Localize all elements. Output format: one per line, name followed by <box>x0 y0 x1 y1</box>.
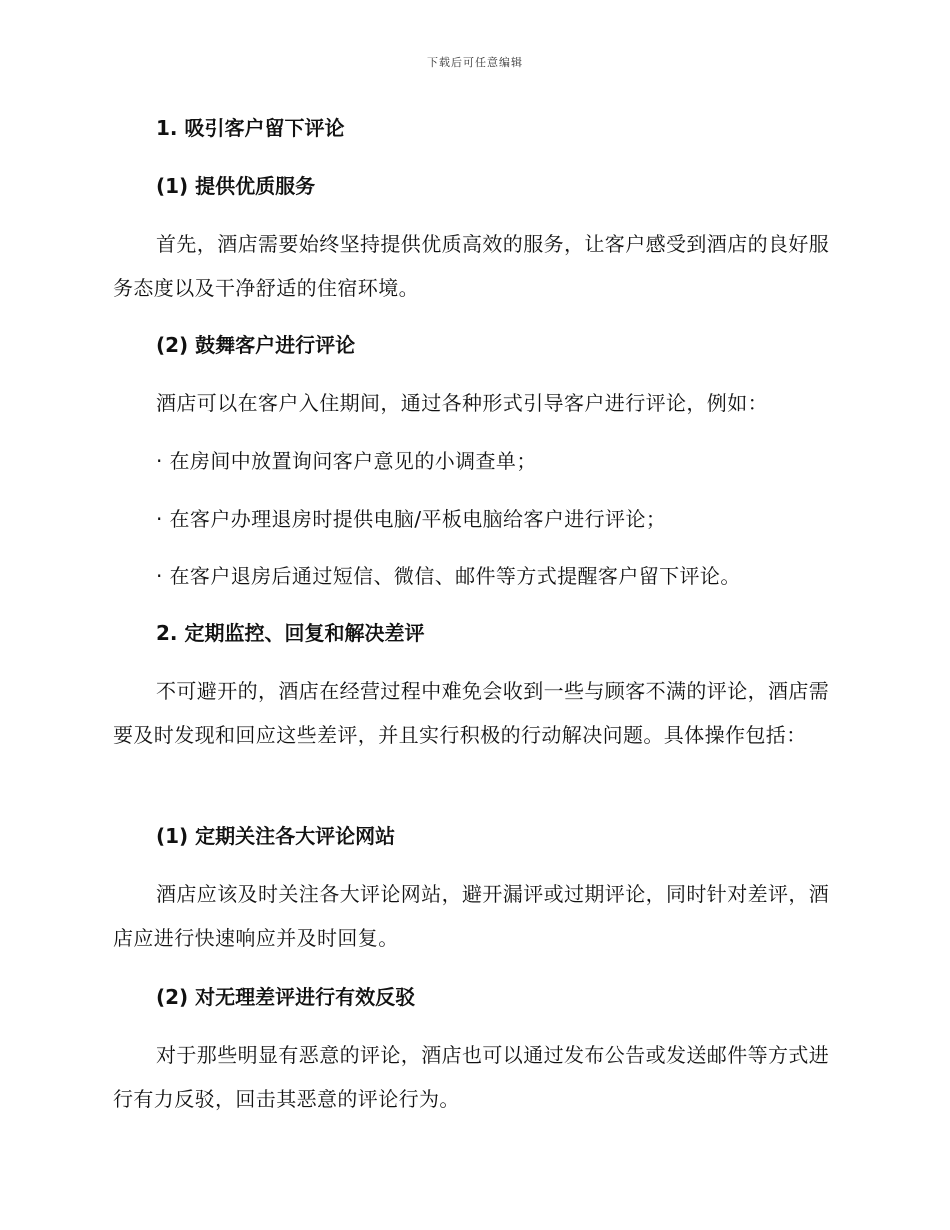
subheading-1-1: (1) 提供优质服务 <box>156 174 316 198</box>
paragraph-4: 酒店应该及时关注各大评论网站，避开漏评或过期评论，同时针对差评，酒店应进行快速响应并及时回复。 <box>113 882 830 950</box>
list-item: · 在客户办理退房时提供电脑/平板电脑给客户进行评论； <box>156 507 667 531</box>
list-item: · 在客户退房后通过短信、微信、邮件等方式提醒客户留下评论。 <box>156 564 741 588</box>
heading-1: 1. 吸引客户留下评论 <box>156 116 345 140</box>
list-item: · 在房间中放置询问客户意见的小调查单； <box>156 449 537 473</box>
paragraph-3: 不可避开的，酒店在经营过程中难免会收到一些与顾客不满的评论，酒店需要及时发现和回应这些差评，并且实行积极的行动解决问题。具体操作包括： <box>113 679 830 747</box>
heading-2: 2. 定期监控、回复和解决差评 <box>156 621 425 645</box>
subheading-2-2: (2) 对无理差评进行有效反驳 <box>156 985 416 1009</box>
paragraph-5: 对于那些明显有恶意的评论，酒店也可以通过发布公告或发送邮件等方式进行有力反驳，回击其恶意的评论行为。 <box>113 1043 830 1111</box>
subheading-2-1: (1) 定期关注各大评论网站 <box>156 824 396 848</box>
page-header: 下载后可任意编辑 <box>427 56 523 69</box>
paragraph-2: 酒店可以在客户入住期间，通过各种形式引导客户进行评论，例如： <box>156 391 768 415</box>
paragraph-1: 首先，酒店需要始终坚持提供优质高效的服务，让客户感受到酒店的良好服务态度以及干净舒适的住宿环境。 <box>113 232 830 300</box>
subheading-1-2: (2) 鼓舞客户进行评论 <box>156 333 356 357</box>
